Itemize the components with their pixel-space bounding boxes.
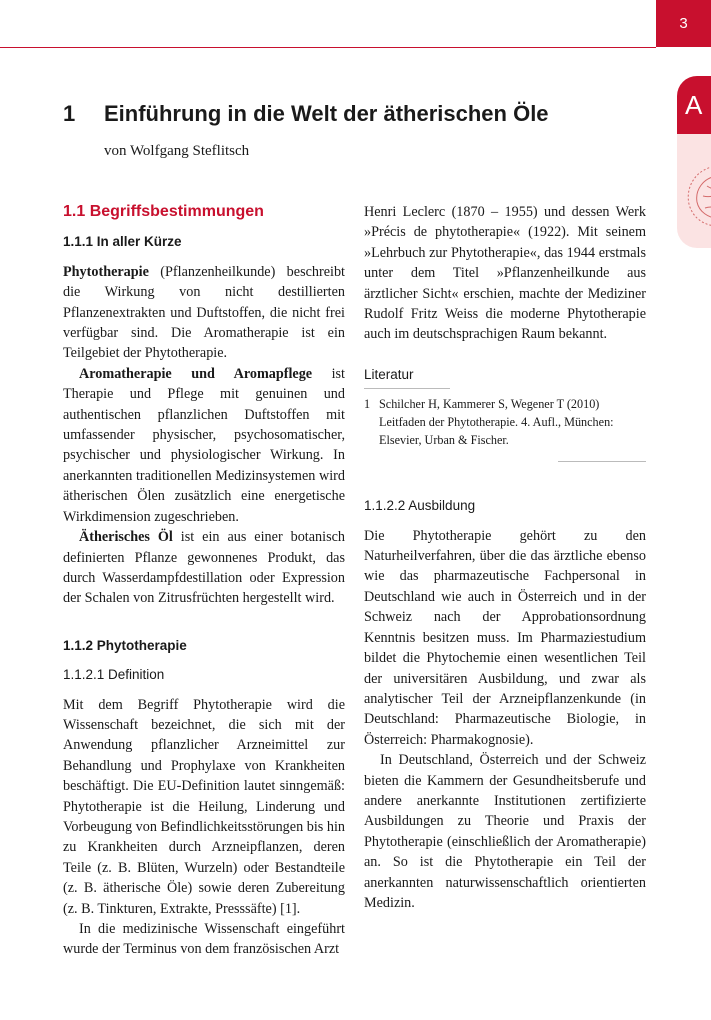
paragraph-text: ist ein aus einer botanisch definierten Pflanze gewonnenes Produkt, das durch Wasserdampfdestillation oder Expression der Schalen von Zitrusfrüchten hergestellt wird.	[63, 529, 345, 607]
page-number: 3	[656, 0, 711, 47]
paragraph-leclerc: Henri Leclerc (1870 – 1955) und dessen Werk »Précis de phytotherapie« (1922). Mit seinem »Lehrbuch zur Phytotherapie«, das 1944 erstmals unter dem Titel »Pflanzenheilkunde aus ärztlicher Sicht« erschien, machte der Mediziner Rudolf Fritz Weiss die moderne Phytotherapie auch im deutschsprachigen Raum bekannt.	[364, 204, 646, 343]
term-aromatherapie: Aromatherapie und Aromapflege	[79, 365, 313, 382]
term-aetherisches-oel: Ätherisches Öl	[79, 529, 173, 546]
term-phytotherapie: Phytotherapie	[63, 263, 149, 280]
chapter-author: von Wolfgang Steflitsch	[104, 143, 250, 159]
section-heading-1-1-2-1: 1.1.2.1 Definition	[63, 667, 165, 683]
right-column	[364, 202, 646, 913]
paragraph-aetherisches-oel	[63, 527, 345, 609]
header-rule	[0, 47, 656, 48]
paragraph-text: (Pflanzenheilkunde) beschreibt die Wirkung von nicht destillierten Pflanzenextrakten und Duftstoffen, die nicht frei verfügbar sind. Die Aromatherapie ist ein Teilgebiet der Phytotherapie.	[63, 263, 345, 362]
section-heading-1-1-2-2: 1.1.2.2 Ausbildung	[364, 498, 476, 514]
chapter-title-text: Einführung in die Welt der ätherischen Öle	[104, 101, 549, 126]
paragraph-aromatherapie	[63, 364, 345, 527]
paragraph-terminus: In die medizinische Wissenschaft eingeführt wurde der Terminus von dem französischen Arzt	[63, 921, 345, 958]
section-heading-1-1-2: 1.1.2 Phytotherapie	[63, 637, 187, 653]
paragraph-definition: Mit dem Begriff Phytotherapie wird die Wissenschaft bezeichnet, die sich mit der Anwendung pflanzlicher Arzneimittel zur Behandlung und Prophylaxe von Krankheiten beschäftigt. Die EU-Definition lautet sinngemäß: Phytotherapie ist die Heilung, Linderung und Vorbeugung von Befindlichkeitsstörungen bis hin zu Krankheiten durch Arzneipflanzen, deren Teile (z. B. Blüten, Wurzeln) oder Bestandteile (z. B. ätherische Öle) sowie deren Zubereitung (z. B. Tinkturen, Extrakte, Presssäfte) [1].	[63, 696, 345, 917]
paragraph-phytotherapie	[63, 262, 345, 364]
literature-text: Schilcher H, Kammerer S, Wegener T (2010) Leitfaden der Phytotherapie. 4. Aufl., München: Elsevier, Urban & Fischer.	[379, 397, 614, 448]
chapter-side-tab[interactable]	[677, 76, 711, 248]
chapter-number: 1	[63, 101, 76, 126]
literature-entry	[364, 395, 646, 449]
left-column	[63, 202, 345, 960]
paragraph-ausbildung: Die Phytotherapie gehört zu den Naturheilverfahren, über die das ärztliche ebenso wie das pharmazeutische Fachpersonal in Deutschland wie auch in Österreich und in der Schweiz nach der Approbationsordnung Kenntnis besitzen muss. Im Pharmaziestudium bildet die Phytochemie einen wesentlichen Teil der universitären Ausbildung, und zwar als analytischer Teil der Arzneipflanzenkunde (in Deutschland: Pharmazeutische Biologie, in Österreich: Pharmakognosie).	[364, 527, 646, 748]
section-heading-1-1: 1.1 Begriffsbestimmungen	[63, 203, 264, 220]
chapter-title	[63, 101, 663, 127]
paragraph-kammern: In Deutschland, Österreich und der Schweiz bieten die Kammern der Gesundheitsberufe und andere anerkannte Institutionen zertifizierte Ausbildungen zu Theorie und Praxis der Phytotherapie (einschließlich der Aromatherapie) an. So ist die Phytotherapie ein Teil der anerkannten naturwissenschaftlich orientierten Medizin.	[364, 752, 646, 911]
flower-decoration-icon	[677, 146, 711, 246]
paragraph-text: ist Therapie und Pflege mit genuinen und authentischen pflanzlichen Duftstoffen mit umfassender physischer, psychosomatischer, psychischer und physiologischer Wirkung. In anerkannten traditionellen Medizinsystemen wird ätherischen Ölen zusätzlich eine energetische Wirkdimension zugeschrieben.	[63, 365, 345, 525]
literature-heading: Literatur	[364, 365, 450, 389]
side-tab-letter: A	[677, 76, 711, 134]
section-heading-1-1-1: 1.1.1 In aller Kürze	[63, 234, 182, 250]
literature-number: 1	[364, 397, 371, 412]
